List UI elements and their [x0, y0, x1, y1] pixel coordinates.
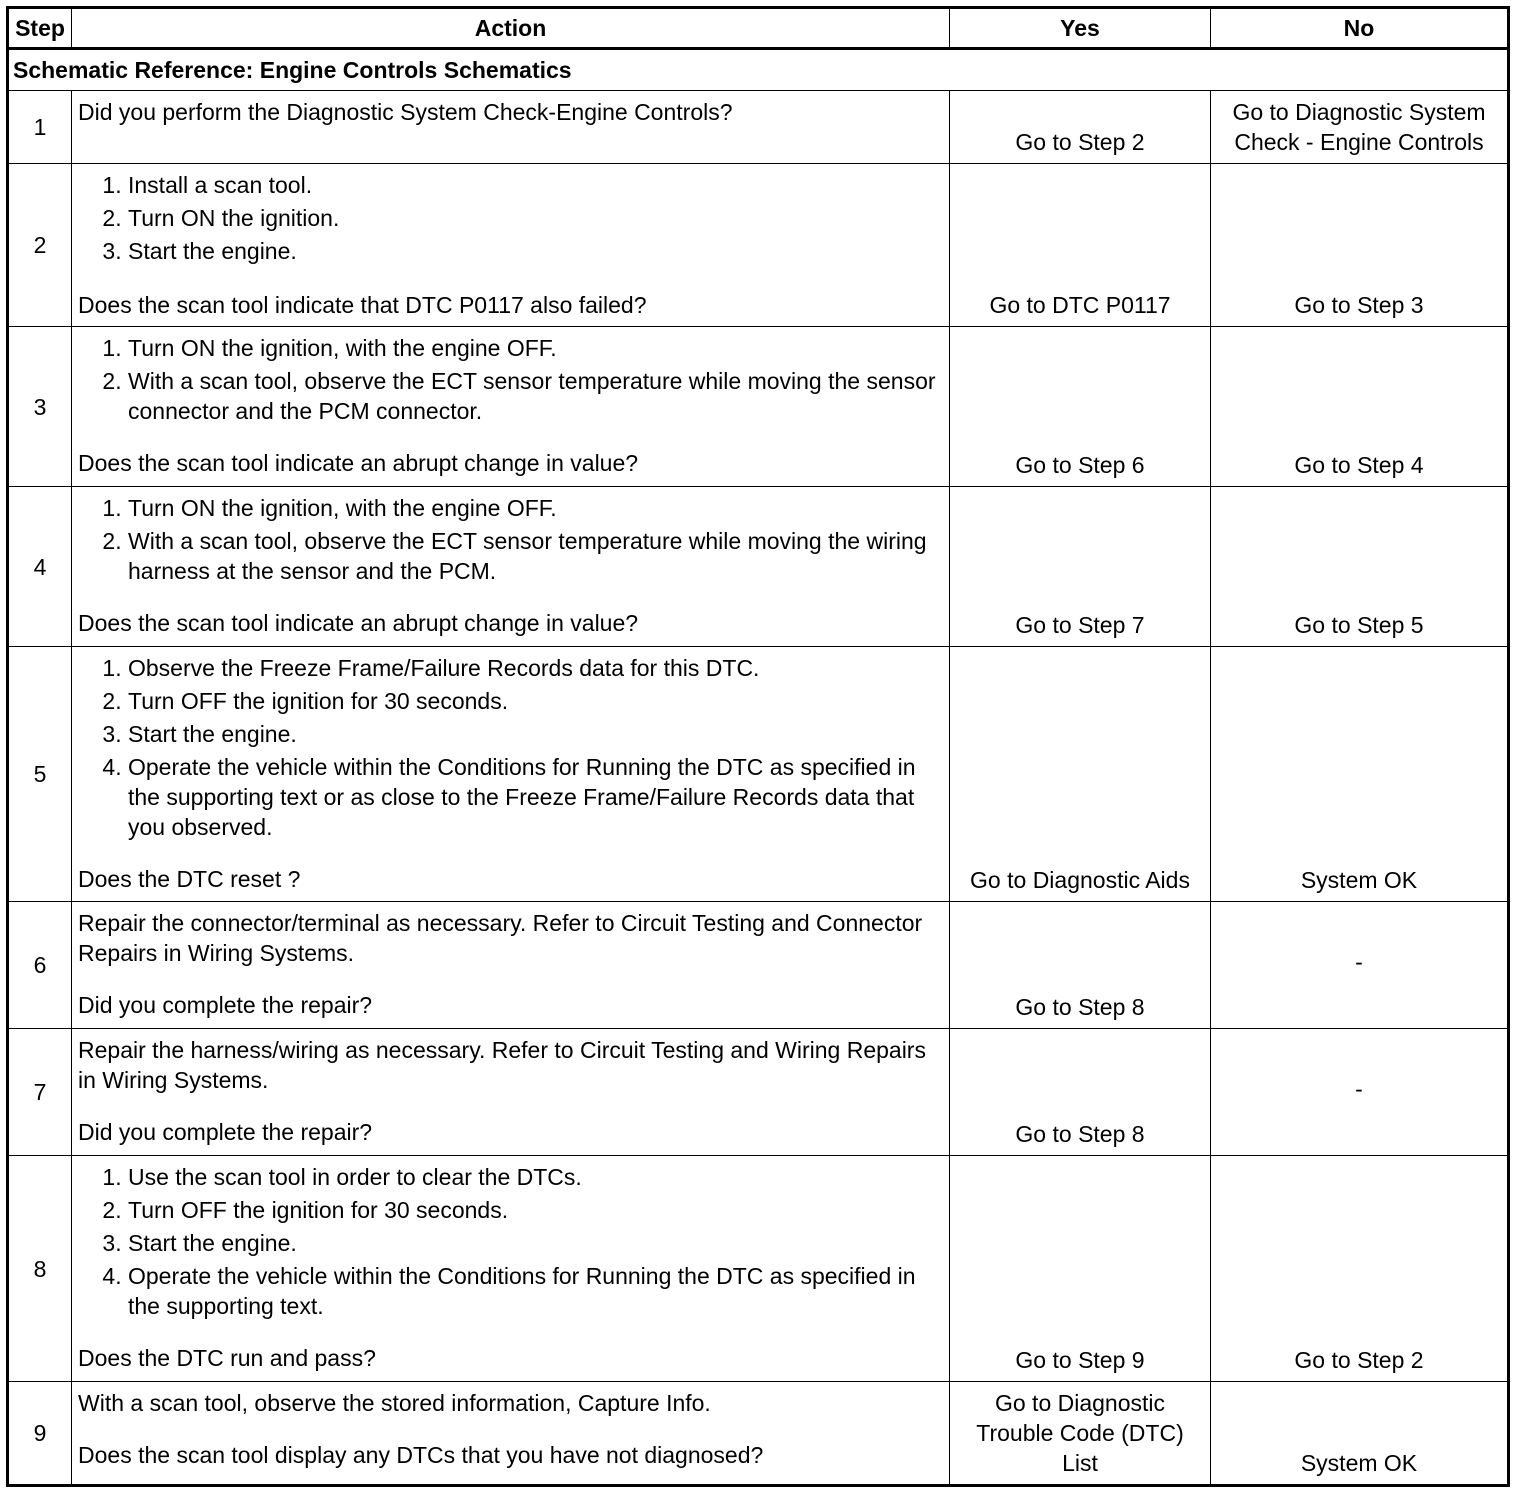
- schematic-reference: Schematic Reference: Engine Controls Schematics: [8, 49, 1509, 91]
- action-list-item: 1. Observe the Freeze Frame/Failure Records data for this DTC.: [128, 653, 941, 683]
- action-question: Does the scan tool indicate that DTC P0117 also failed?: [78, 292, 647, 318]
- yes-cell: Go to Step 8: [950, 902, 1211, 1029]
- no-cell: Go to Step 5: [1211, 487, 1509, 647]
- action-question: Does the DTC reset ?: [78, 866, 301, 892]
- diagnostic-table: [6, 6, 1510, 1487]
- action-text: With a scan tool, observe the stored information, Capture Info.: [78, 1390, 711, 1416]
- action-question: Does the scan tool indicate an abrupt change in value?: [78, 450, 639, 476]
- action-list-item: 1. Turn ON the ignition, with the engine OFF.: [128, 493, 941, 523]
- action-list-item: 2. With a scan tool, observe the ECT sensor temperature while moving the wiring harness at the sensor and the PCM.: [128, 526, 941, 586]
- table-row: [8, 1156, 1509, 1382]
- no-cell: -: [1211, 902, 1509, 1029]
- action-question: Does the DTC run and pass?: [78, 1345, 376, 1371]
- action-list-item: 2. Turn OFF the ignition for 30 seconds.: [128, 686, 941, 716]
- action-list: [78, 493, 941, 586]
- action-cell: [72, 1156, 950, 1382]
- yes-text-line: Go to Diagnostic: [994, 1390, 1166, 1416]
- step-number: 1: [8, 91, 72, 164]
- step-number: 8: [8, 1156, 72, 1382]
- header-row: [8, 8, 1509, 49]
- table-row: [8, 164, 1509, 327]
- no-cell: Go to Step 3: [1211, 164, 1509, 327]
- action-question: Does the scan tool indicate an abrupt change in value?: [78, 610, 639, 636]
- yes-cell: Go to DTC P0117: [950, 164, 1211, 327]
- action-text: Repair the harness/wiring as necessary. Refer to Circuit Testing and Wiring Repairs in Wiring Systems.: [78, 1037, 926, 1093]
- yes-text-line: Trouble Code (DTC): [976, 1420, 1184, 1446]
- no-cell: -: [1211, 1029, 1509, 1156]
- table-row: [8, 1029, 1509, 1156]
- action-list: [78, 653, 941, 842]
- step-number: 4: [8, 487, 72, 647]
- action-question: Did you complete the repair?: [78, 1119, 373, 1145]
- action-list-item: 2. With a scan tool, observe the ECT sensor temperature while moving the sensor connector and the PCM connector.: [128, 366, 941, 426]
- step-number: 9: [8, 1382, 72, 1486]
- no-cell: System OK: [1211, 647, 1509, 902]
- action-list-item: 1. Install a scan tool.: [128, 170, 941, 200]
- action-list-item: 1. Turn ON the ignition, with the engine OFF.: [128, 333, 941, 363]
- header-no: No: [1211, 8, 1509, 49]
- no-cell: [1211, 91, 1509, 164]
- action-list-item: 3. Start the engine.: [128, 236, 941, 266]
- no-text-line: Check - Engine Controls: [1234, 129, 1484, 155]
- table-row: [8, 487, 1509, 647]
- action-list-item: 2. Turn ON the ignition.: [128, 203, 941, 233]
- header-yes: Yes: [950, 8, 1211, 49]
- table-row: [8, 91, 1509, 164]
- table-row: [8, 647, 1509, 902]
- action-list-item: 4. Operate the vehicle within the Conditions for Running the DTC as specified in the supporting text.: [128, 1261, 941, 1321]
- action-cell: [72, 1029, 950, 1156]
- yes-cell: Go to Step 7: [950, 487, 1211, 647]
- no-cell: Go to Step 2: [1211, 1156, 1509, 1382]
- step-number: 7: [8, 1029, 72, 1156]
- action-cell: [72, 902, 950, 1029]
- step-number: 3: [8, 327, 72, 487]
- step-number: 6: [8, 902, 72, 1029]
- action-list-item: 1. Use the scan tool in order to clear the DTCs.: [128, 1162, 941, 1192]
- action-cell: [72, 1382, 950, 1486]
- action-list: [78, 170, 941, 266]
- step-number: 2: [8, 164, 72, 327]
- action-question: Does the scan tool display any DTCs that you have not diagnosed?: [78, 1442, 764, 1468]
- yes-cell: [950, 1382, 1211, 1486]
- header-action: Action: [72, 8, 950, 49]
- no-cell: Go to Step 4: [1211, 327, 1509, 487]
- action-list-item: 4. Operate the vehicle within the Conditions for Running the DTC as specified in the supporting text or as close to the Freeze Frame/Failure Records data that you observed.: [128, 752, 941, 842]
- header-step: Step: [8, 8, 72, 49]
- yes-cell: Go to Step 9: [950, 1156, 1211, 1382]
- action-list-item: 2. Turn OFF the ignition for 30 seconds.: [128, 1195, 941, 1225]
- action-list-item: 3. Start the engine.: [128, 1228, 941, 1258]
- action-cell: [72, 647, 950, 902]
- schematic-reference-row: [8, 49, 1509, 91]
- table-row: [8, 902, 1509, 1029]
- yes-cell: Go to Step 2: [950, 91, 1211, 164]
- action-cell: [72, 487, 950, 647]
- action-list-item: 3. Start the engine.: [128, 719, 941, 749]
- action-list: [78, 1162, 941, 1321]
- step-number: 5: [8, 647, 72, 902]
- action-cell: [72, 327, 950, 487]
- yes-text-line: List: [1062, 1450, 1098, 1476]
- action-text: Did you perform the Diagnostic System Check-Engine Controls?: [78, 99, 733, 125]
- action-list: [78, 333, 941, 426]
- table-row: [8, 327, 1509, 487]
- action-text: Repair the connector/terminal as necessary. Refer to Circuit Testing and Connector Repairs in Wiring Systems.: [78, 910, 923, 966]
- action-question: Did you complete the repair?: [78, 992, 373, 1018]
- table-row: [8, 1382, 1509, 1486]
- no-text-line: Go to Diagnostic System: [1232, 99, 1486, 125]
- no-cell: System OK: [1211, 1382, 1509, 1486]
- action-cell: [72, 91, 950, 164]
- action-cell: [72, 164, 950, 327]
- yes-cell: Go to Diagnostic Aids: [950, 647, 1211, 902]
- yes-cell: Go to Step 8: [950, 1029, 1211, 1156]
- yes-cell: Go to Step 6: [950, 327, 1211, 487]
